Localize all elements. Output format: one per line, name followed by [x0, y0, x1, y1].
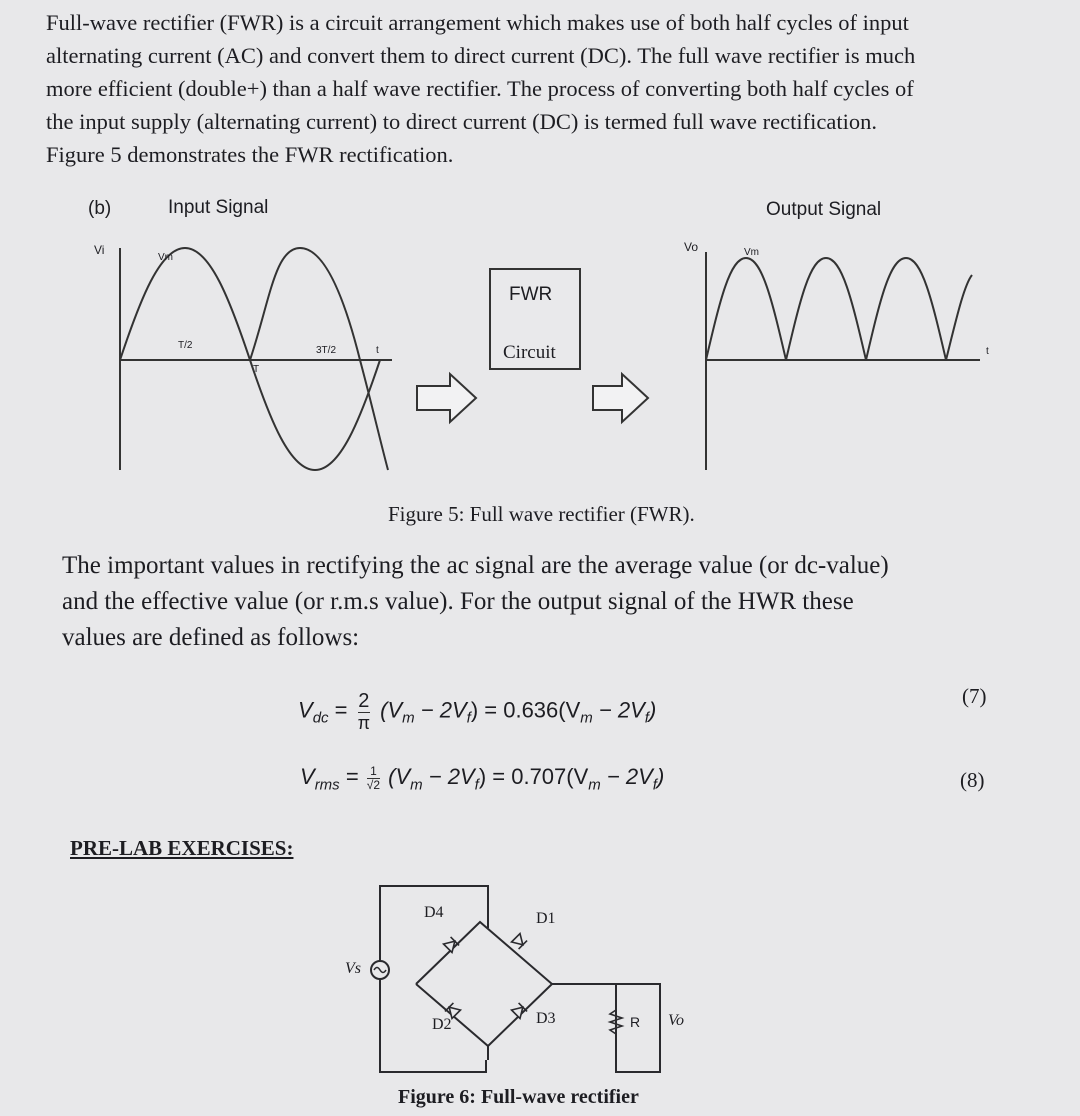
- vi-label: Vi: [94, 243, 105, 257]
- eq8-rhs3: ) = 0.707(V: [478, 764, 589, 789]
- eq8-frac-den: √2: [366, 777, 381, 792]
- resistor-label: R: [630, 1014, 641, 1030]
- body-line: and the effective value (or r.m.s value). For the output signal of the HWR these: [62, 588, 854, 615]
- t-output-label: t: [986, 346, 989, 357]
- d3-label: D3: [536, 1010, 556, 1027]
- eq8-rhs2: − 2V: [422, 764, 475, 789]
- equation-7-number: (7): [962, 684, 987, 708]
- eq7-rhs3: ) = 0.636(V: [470, 697, 581, 723]
- eq7-rhs4-sub: f: [644, 709, 649, 727]
- eq7-frac-den: π: [357, 713, 371, 733]
- eq7-rhs3-sub: m: [580, 709, 593, 727]
- figure6-caption: Figure 6: Full-wave rectifier: [398, 1086, 639, 1108]
- eq7-frac-num: 2: [358, 690, 370, 712]
- vm-label: Vm: [158, 252, 173, 263]
- diode-d1-icon: [512, 934, 528, 950]
- eq8-rhs3-sub: m: [588, 776, 601, 794]
- source-label: Vs: [345, 960, 361, 977]
- eq8-rhs4: − 2V: [600, 764, 653, 789]
- fwr-box-subtitle: Circuit: [503, 342, 556, 363]
- eq7-rhs2: − 2V: [414, 697, 467, 723]
- eq7-lhs-sub: dc: [312, 709, 329, 727]
- eq7-rhs: (V: [380, 697, 403, 723]
- body-line: values are defined as follows:: [62, 624, 360, 651]
- eq7-rhs2-sub: f: [466, 709, 471, 727]
- eq7-rhs4: − 2V: [592, 697, 645, 723]
- equation-7: $V_{dc}$ = $\frac{2}{\pi}$ $(V_m - 2V_f) = 0.636(V_m - 2V_f)$: [298, 690, 657, 733]
- prelab-heading: PRE-LAB EXERCISES:: [70, 836, 294, 860]
- intro-line: Figure 5 demonstrates the FWR rectification.: [46, 142, 454, 167]
- eq8-lhs: V: [300, 764, 315, 789]
- t-full-label: T: [253, 364, 260, 375]
- eq7-lhs: V: [298, 697, 313, 723]
- eq8-rhs: (V: [388, 764, 411, 789]
- figure5-caption: Figure 5: Full wave rectifier (FWR).: [388, 502, 695, 526]
- panel-label: (b): [88, 198, 112, 219]
- wire-output-loop: [552, 984, 660, 1072]
- d1-label: D1: [536, 910, 556, 927]
- t-label: t: [376, 345, 379, 356]
- t-3half-label: 3T/2: [316, 345, 337, 356]
- equation-8: $V_{rms}$ = $\frac{1}{√2}$ $(V_m - 2V_f) = 0.707(V_m - 2V_f)$: [300, 763, 665, 794]
- intro-line: more efficient (double+) than a half wave rectifier. The process of converting both half cycles of: [46, 76, 914, 101]
- eq8-rhs2-sub: f: [474, 776, 479, 794]
- d2-label: D2: [432, 1016, 452, 1033]
- vo-axis-label: Vo: [684, 240, 699, 254]
- intro-line: alternating current (AC) and convert them to direct current (DC). The full wave rectifier is much: [46, 43, 916, 68]
- eq7-rhs5: ): [648, 697, 657, 723]
- eq8-frac-num: 1: [367, 765, 380, 779]
- vm-output-label: Vm: [744, 247, 759, 258]
- vo-output-label: Vo: [668, 1012, 684, 1029]
- intro-line: the input supply (alternating current) to direct current (DC) is termed full wave rectification.: [46, 109, 877, 134]
- d4-label: D4: [424, 904, 444, 921]
- input-signal-title: Input Signal: [168, 197, 269, 218]
- body-line: The important values in rectifying the ac signal are the average value (or dc-value): [62, 552, 889, 579]
- eq8-rhs5: ): [656, 764, 665, 789]
- equation-8-number: (8): [960, 768, 985, 792]
- intro-line: Full-wave rectifier (FWR) is a circuit arrangement which makes use of both half cycles of input: [46, 10, 909, 35]
- eq8-rhs-sub: m: [410, 776, 423, 794]
- t-half-label: T/2: [178, 340, 193, 351]
- eq8-rhs4-sub: f: [652, 776, 657, 794]
- eq8-lhs-sub: rms: [314, 776, 340, 794]
- output-signal-title: Output Signal: [766, 199, 882, 220]
- eq7-rhs-sub: m: [402, 709, 415, 727]
- fwr-box-title: FWR: [509, 284, 553, 305]
